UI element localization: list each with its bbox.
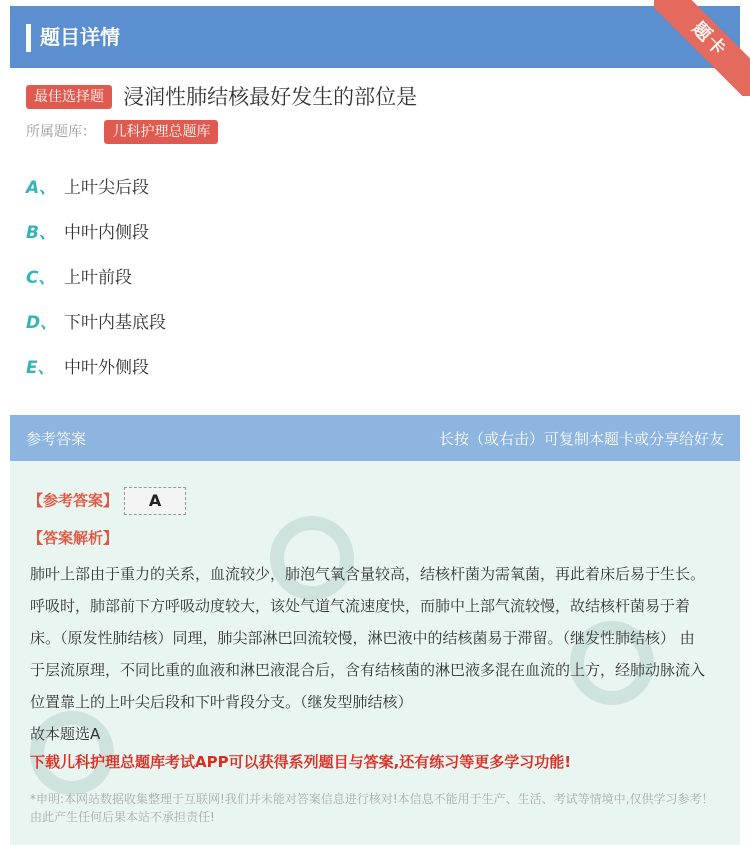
bank-label: 所属题库：	[26, 124, 96, 140]
answer-section-title: 参考答案	[26, 430, 87, 448]
option-letter: B、	[26, 223, 56, 243]
option-b[interactable]	[26, 221, 149, 245]
option-text: 中叶内侧段	[64, 223, 149, 243]
bank-name-link[interactable]: 儿科护理总题库	[104, 120, 218, 144]
ribbon-label: 题卡	[654, 0, 750, 96]
corner-ribbon	[654, 0, 750, 96]
option-letter: E、	[26, 358, 55, 378]
page-title: 题目详情	[40, 25, 120, 49]
option-letter: A、	[26, 178, 57, 198]
question-type-badge: 最佳选择题	[26, 85, 112, 109]
header-accent-bar	[26, 24, 31, 52]
app-download-link[interactable]: 下载儿科护理总题库考试APP可以获得系列题目与答案,还有练习等更多学习功能!	[30, 753, 572, 771]
question-bank	[26, 120, 218, 144]
option-d[interactable]	[26, 311, 166, 335]
question-line	[26, 82, 417, 112]
reference-answer-value: A	[124, 487, 186, 515]
option-letter: C、	[26, 268, 56, 288]
option-e[interactable]	[26, 356, 149, 380]
reference-answer-label: 【参考答案】	[28, 491, 119, 510]
option-a[interactable]	[26, 176, 149, 200]
page-header	[10, 6, 740, 68]
option-text: 下叶内基底段	[64, 313, 166, 333]
explanation-label: 【答案解析】	[28, 529, 119, 547]
option-text: 中叶外侧段	[64, 358, 149, 378]
option-text: 上叶前段	[64, 268, 132, 288]
option-letter: D、	[26, 313, 58, 333]
share-hint: 长按（或右击）可复制本题卡或分享给好友	[438, 430, 724, 448]
question-text: 浸润性肺结核最好发生的部位是	[123, 85, 418, 109]
explanation-conclusion: 故本题选A	[30, 725, 101, 743]
option-c[interactable]	[26, 266, 132, 290]
disclaimer: *申明:本网站数据收集整理于互联网!我们并未能对答案信息进行核对!本信息不能用于生产、生活、考试等情境中,仅供学习参考！由此产生任何后果本站不承担责任!	[30, 792, 714, 824]
reference-answer	[28, 487, 186, 515]
explanation-body: 肺叶上部由于重力的关系，血流较少，肺泡气氧含量较高，结核杆菌为需氧菌，再此着床后易于生长。 呼吸时，肺部前下方呼吸动度较大，该处气道气流速度快，而肺中上部气流较慢，故结核杆菌易于着床。（原发性肺结核）同理，肺尖部淋巴回流较慢，淋巴液中的结核菌易于滞留。（继发性肺结核） 由于层流原理，不同比重的血液和淋巴液混合后，含有结核菌的淋巴液多混在血流的上方，经肺动脉流入位置靠上的上叶尖后段和下叶背段分支。（继发型肺结核）	[30, 565, 706, 711]
option-text: 上叶尖后段	[64, 178, 149, 198]
answer-header	[10, 415, 740, 461]
explanation-text	[30, 558, 706, 750]
